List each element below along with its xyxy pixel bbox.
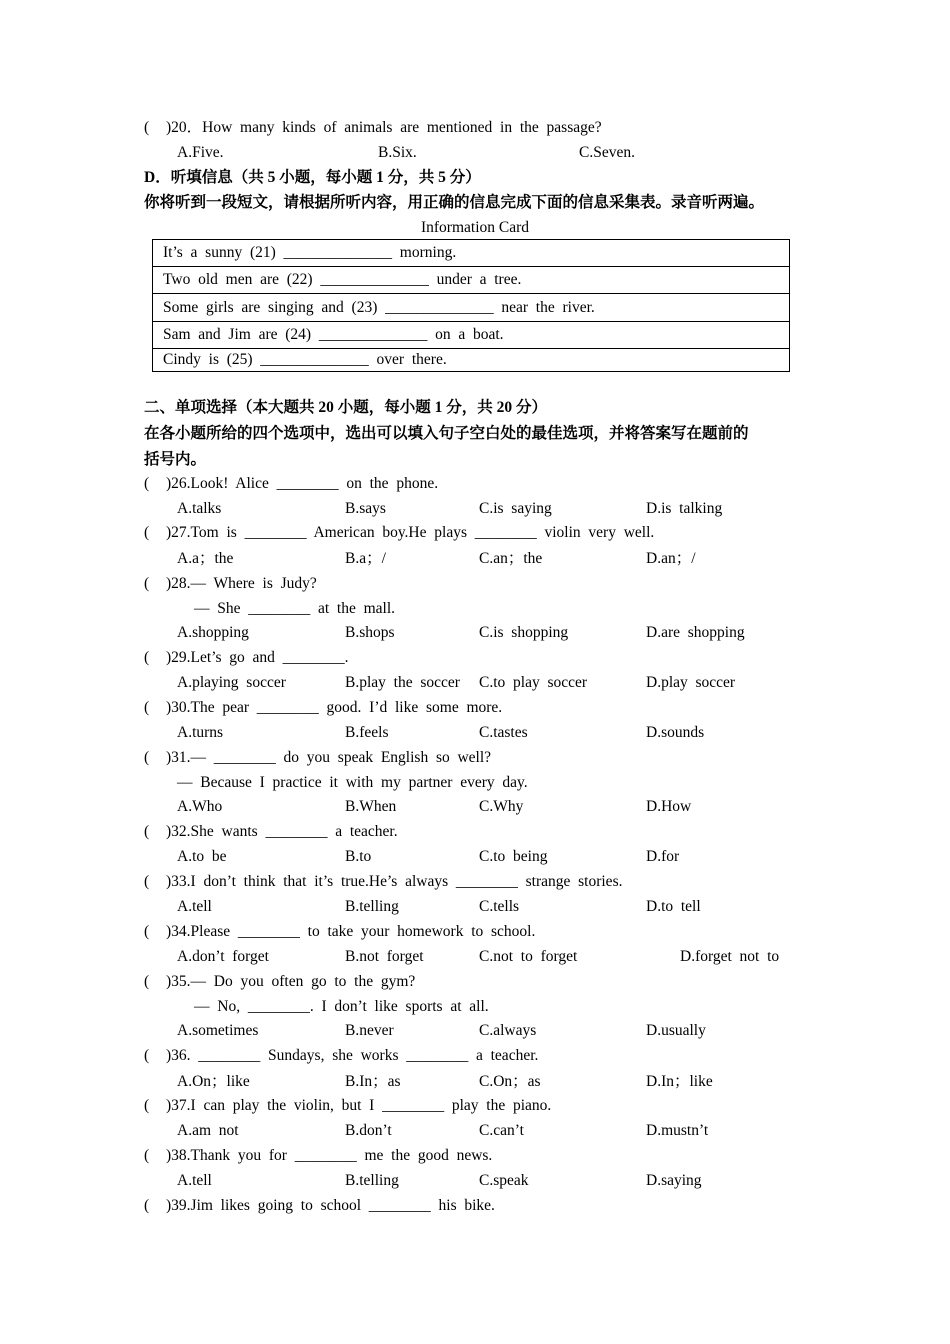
- answer-paren: (: [144, 1047, 150, 1064]
- question-38-text: )38.Thank you for ________ me the good news.: [166, 1147, 493, 1164]
- q20-option-a: A.Five.: [177, 144, 224, 161]
- answer-paren: (: [144, 873, 150, 890]
- card-row-21: It’s a sunny (21) ______________ morning.: [153, 240, 790, 267]
- card-row: [153, 294, 790, 322]
- question-27-text: )27.Tom is ________ American boy.He plays ________ violin very well.: [166, 524, 655, 541]
- answer-paren: (: [144, 1197, 150, 1214]
- q26-option-b: B.says: [345, 500, 386, 517]
- card-row: [153, 240, 790, 267]
- q31-text-reply: — Because I practice it with my partner every day.: [177, 774, 528, 791]
- question-34-text: )34.Please ________ to take your homework to school.: [166, 923, 536, 940]
- q38-option-d: D.saying: [646, 1172, 702, 1189]
- q32-option-d: D.for: [646, 848, 680, 865]
- q34-option-b: B.not forget: [345, 948, 424, 965]
- q26-option-a: A.talks: [177, 500, 222, 517]
- q34-option-c: C.not to forget: [479, 948, 578, 965]
- card-row: [153, 267, 790, 294]
- question-36-text: )36. ________ Sundays, she works ________ a teacher.: [166, 1047, 539, 1064]
- q36-option-b: B.In；as: [345, 1073, 401, 1090]
- question-39-text: )39.Jim likes going to school ________ his bike.: [166, 1197, 495, 1214]
- q36-option-d: D.In；like: [646, 1073, 713, 1090]
- q30-option-b: B.feels: [345, 724, 389, 741]
- q28-text-reply: — She ________ at the mall.: [194, 600, 396, 617]
- q29-option-b: B.play the soccer: [345, 674, 460, 691]
- q30-option-a: A.turns: [177, 724, 224, 741]
- q27-option-c: C.an；the: [479, 550, 543, 567]
- q27-option-b: B.a；/: [345, 550, 386, 567]
- q38-option-b: B.telling: [345, 1172, 399, 1189]
- q31-option-d: D.How: [646, 798, 692, 815]
- q32-option-b: B.to: [345, 848, 372, 865]
- q27-option-d: D.an；/: [646, 550, 696, 567]
- q35-option-d: D.usually: [646, 1022, 706, 1039]
- answer-paren: (: [144, 475, 150, 492]
- answer-paren: (: [144, 699, 150, 716]
- q37-option-b: B.don’t: [345, 1122, 392, 1139]
- q31-option-b: B.When: [345, 798, 397, 815]
- question-37-text: )37.I can play the violin, but I ________ play the piano.: [166, 1097, 552, 1114]
- question-29-text: )29.Let’s go and ________.: [166, 649, 349, 666]
- q28-option-d: D.are shopping: [646, 624, 745, 641]
- q35-option-c: C.always: [479, 1022, 537, 1039]
- question-26-text: )26.Look! Alice ________ on the phone.: [166, 475, 439, 492]
- question-35-text: )35.— Do you often go to the gym?: [166, 973, 416, 990]
- question-20-text: )20．How many kinds of animals are mentioned in the passage?: [166, 119, 602, 136]
- q20-option-c: C.Seven.: [579, 144, 635, 161]
- q33-option-b: B.telling: [345, 898, 399, 915]
- q35-option-a: A.sometimes: [177, 1022, 259, 1039]
- q37-option-d: D.mustn’t: [646, 1122, 709, 1139]
- q35-option-b: B.never: [345, 1022, 394, 1039]
- card-row-25: Cindy is (25) ______________ over there.: [153, 349, 790, 372]
- q20-option-b: B.Six.: [378, 144, 417, 161]
- answer-paren: (: [144, 649, 150, 666]
- section-2-instruction-2: 括号内。: [144, 451, 207, 468]
- question-28-text: )28.— Where is Judy?: [166, 575, 317, 592]
- question-32-text: )32.She wants ________ a teacher.: [166, 823, 398, 840]
- q29-option-a: A.playing soccer: [177, 674, 286, 691]
- q32-option-c: C.to being: [479, 848, 548, 865]
- answer-paren: (: [144, 1147, 150, 1164]
- answer-paren: (: [144, 973, 150, 990]
- q34-option-a: A.don’t forget: [177, 948, 269, 965]
- q26-option-d: D.is talking: [646, 500, 723, 517]
- q36-option-a: A.On；like: [177, 1073, 250, 1090]
- information-card-title: Information Card: [420, 219, 530, 236]
- q33-option-c: C.tells: [479, 898, 520, 915]
- card-row-24: Sam and Jim are (24) ______________ on a boat.: [153, 322, 790, 349]
- answer-paren: (: [144, 119, 150, 136]
- question-31-text: )31.— ________ do you speak English so well?: [166, 749, 492, 766]
- q28-option-b: B.shops: [345, 624, 395, 641]
- answer-paren: (: [144, 575, 150, 592]
- q32-option-a: A.to be: [177, 848, 227, 865]
- section-d-instruction: 你将听到一段短文，请根据所听内容，用正确的信息完成下面的信息采集表。录音听两遍。: [144, 194, 765, 211]
- card-row-22: Two old men are (22) ______________ under a tree.: [153, 267, 790, 294]
- q33-option-a: A.tell: [177, 898, 212, 915]
- q35-text-reply: — No, ________. I don’t like sports at all.: [194, 998, 489, 1015]
- q30-option-d: D.sounds: [646, 724, 705, 741]
- q29-option-c: C.to play soccer: [479, 674, 588, 691]
- q31-option-c: C.Why: [479, 798, 524, 815]
- card-row-23: Some girls are singing and (23) ______________ near the river.: [153, 294, 790, 322]
- answer-paren: (: [144, 1097, 150, 1114]
- q33-option-d: D.to tell: [646, 898, 701, 915]
- q28-option-a: A.shopping: [177, 624, 249, 641]
- q30-option-c: C.tastes: [479, 724, 528, 741]
- q29-option-d: D.play soccer: [646, 674, 736, 691]
- question-33-text: )33.I don’t think that it’s true.He’s always ________ strange stories.: [166, 873, 623, 890]
- q38-option-c: C.speak: [479, 1172, 529, 1189]
- answer-paren: (: [144, 524, 150, 541]
- question-30-text: )30.The pear ________ good. I’d like some more.: [166, 699, 503, 716]
- q37-option-a: A.am not: [177, 1122, 239, 1139]
- card-row: [153, 322, 790, 349]
- answer-paren: (: [144, 823, 150, 840]
- section-2-heading: 二、单项选择（本大题共 20 小题，每小题 1 分，共 20 分）: [144, 399, 548, 416]
- card-row: [153, 349, 790, 372]
- q38-option-a: A.tell: [177, 1172, 212, 1189]
- q37-option-c: C.can’t: [479, 1122, 524, 1139]
- q28-option-c: C.is shopping: [479, 624, 569, 641]
- q27-option-a: A.a；the: [177, 550, 234, 567]
- q36-option-c: C.On；as: [479, 1073, 541, 1090]
- information-card-table: [152, 239, 790, 372]
- q26-option-c: C.is saying: [479, 500, 552, 517]
- answer-paren: (: [144, 923, 150, 940]
- section-2-instruction-1: 在各小题所给的四个选项中，选出可以填入句子空白处的最佳选项，并将答案写在题前的: [144, 425, 749, 442]
- answer-paren: (: [144, 749, 150, 766]
- q31-option-a: A.Who: [177, 798, 223, 815]
- q34-option-d: D.forget not to: [680, 948, 780, 965]
- section-d-heading: D．听填信息（共 5 小题，每小题 1 分，共 5 分）: [144, 169, 481, 186]
